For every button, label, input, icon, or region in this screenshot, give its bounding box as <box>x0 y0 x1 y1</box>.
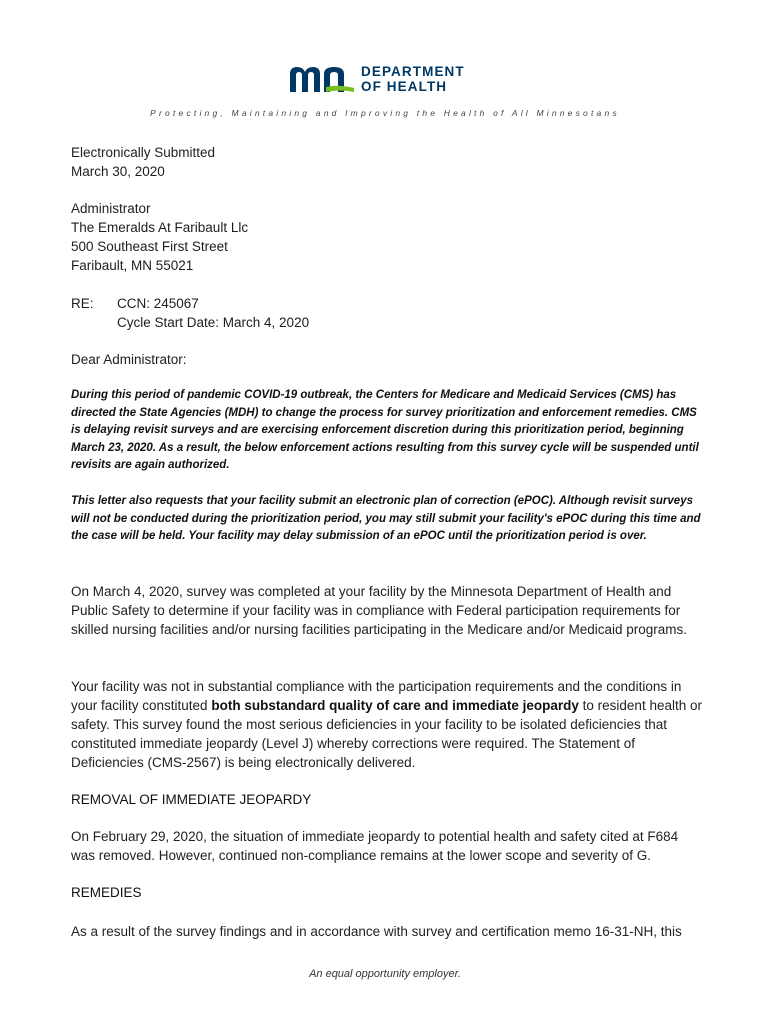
compliance-paragraph <box>71 677 705 772</box>
remedies-heading: REMEDIES <box>71 885 142 900</box>
footer-text: An equal opportunity employer. <box>309 968 461 980</box>
ccn-number: CCN: 245067 <box>117 296 199 311</box>
compliance-text-start: Your facility was not in substantial compliance with the participation requirements and the conditions in your facility constituted <box>71 679 682 713</box>
submission-block <box>71 143 215 181</box>
compliance-emphasis: both substandard quality of care and immediate jeopardy <box>211 698 579 713</box>
compliance-text-end: to resident health or safety. This survey found the most serious deficiencies in your facility to be isolated deficiencies that constituted immediate jeopardy (Level J) whereby corrections were required. The Statement of Deficiencies (CMS-2567) is being electronically delivered. <box>71 698 702 770</box>
recipient-address <box>71 199 248 275</box>
re-details <box>117 294 309 332</box>
mdh-logo <box>288 62 488 96</box>
letter-date: March 30, 2020 <box>71 164 165 179</box>
submission-method: Electronically Submitted <box>71 145 216 160</box>
logo-line-department: DEPARTMENT <box>361 64 465 79</box>
removal-paragraph: On February 29, 2020, the situation of immediate jeopardy to potential health and safety cited at F684 was removed. However, continued non-compliance remains at the lower scope and severity of G. <box>71 829 679 863</box>
recipient-title: Administrator <box>71 201 151 216</box>
covid-notice: During this period of pandemic COVID-19 outbreak, the Centers for Medicare and Medicaid Services (CMS) has directed the State Agencies (MDH) to change the process for survey prioritization and enforcement remedies. CMS is delaying revisit surveys and are exercising enforcement discretion during this prioritization period, beginning March 23, 2020. As a result, the below enforcement actions resulting from this survey cycle will be suspended until revisits are again authorized. <box>71 389 699 471</box>
logo-wordmark <box>361 64 465 94</box>
recipient-city: Faribault, MN 55021 <box>71 258 194 273</box>
survey-paragraph: On March 4, 2020, survey was completed at your facility by the Minnesota Department of Health and Public Safety to determine if your facility was in compliance with Federal participation requirements for skilled nursing facilities and/or nursing facilities participating in the Medicare and/or Medicaid programs. <box>71 584 688 637</box>
logo-line-health: OF HEALTH <box>361 79 448 94</box>
removal-heading: REMOVAL OF IMMEDIATE JEOPARDY <box>71 792 312 807</box>
salutation: Dear Administrator: <box>71 352 187 367</box>
tagline: Protecting, Maintaining and Improving the Health of All Minnesotans <box>150 108 620 118</box>
recipient-name: The Emeralds At Faribault Llc <box>71 220 249 235</box>
re-label: RE: <box>71 296 94 311</box>
recipient-street: 500 Southeast First Street <box>71 239 228 254</box>
cycle-start-date: Cycle Start Date: March 4, 2020 <box>117 315 310 330</box>
mn-logo-icon <box>288 62 360 96</box>
remedies-paragraph: As a result of the survey findings and in accordance with survey and certification memo 16-31-NH, this <box>71 924 682 939</box>
epoc-notice: This letter also requests that your facility submit an electronic plan of correction (ePOC). Although revisit surveys will not be conducted during the prioritization period, you may still submit your facility's ePOC during this time and the case will be held. Your facility may delay submission of an ePOC until the prioritization period is over. <box>71 495 701 542</box>
